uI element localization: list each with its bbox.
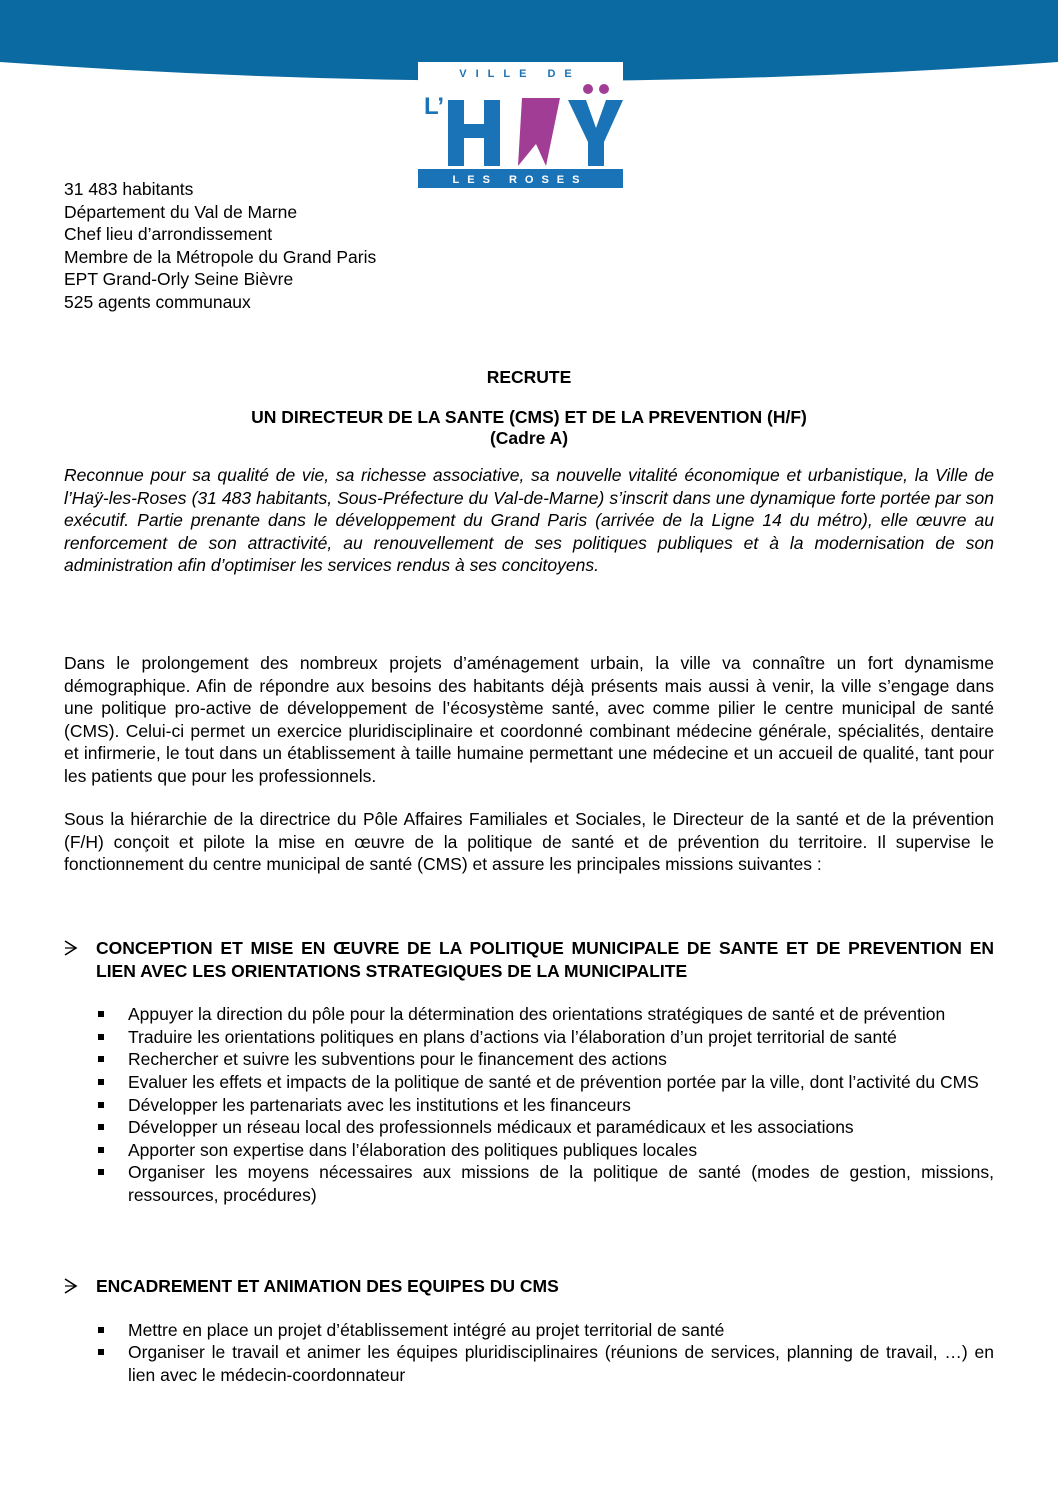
town-info: [64, 178, 376, 313]
section-title: CONCEPTION ET MISE EN ŒUVRE DE LA POLITIQUE MUNICIPALE DE SANTE ET DE PREVENTION EN LIEN AVEC LES ORIENTATIONS STRATEGIQUES DE LA MUNICIPALITE: [96, 938, 994, 981]
square-bullet-icon: [98, 1102, 104, 1108]
square-bullet-icon: [98, 1327, 104, 1333]
context-paragraph: Dans le prolongement des nombreux projets d’aménagement urbain, la ville va connaître un fort dynamisme démographique. Afin de répondre aux besoins des habitants déjà présents mais aussi à venir, la ville s’engage dans une politique pro-active de développement de l’écosystème santé, avec comme pilier le centre municipal de santé (CMS). Celui-ci permet un exercice pluridisciplinaire et coordonné combinant médecine générale, spécialités, dentaire et infirmerie, le tout dans un établissement à taille humaine permettant une médecine et un accueil de qualité, tant pour les patients que pour les professionnels.: [64, 653, 994, 786]
square-bullet-icon: [98, 1169, 104, 1175]
info-line: Membre de la Métropole du Grand Paris: [64, 246, 377, 267]
list-item: Appuyer la direction du pôle pour la détermination des orientations stratégiques de santé et de prévention: [64, 1003, 994, 1026]
list-item: Mettre en place un projet d’établissement intégré au projet territorial de santé: [64, 1319, 994, 1342]
job-grade: (Cadre A): [489, 428, 569, 448]
arrow-bullet-icon: [64, 940, 78, 956]
square-bullet-icon: [98, 1034, 104, 1040]
info-line: EPT Grand-Orly Seine Bièvre: [64, 269, 294, 289]
list-item: Evaluer les effets et impacts de la politique de santé et de prévention portée par la ville, dont l’activité du CMS: [64, 1071, 994, 1094]
list-item: Apporter son expertise dans l’élaboration des politiques publiques locales: [64, 1139, 994, 1162]
section-title: ENCADREMENT ET ANIMATION DES EQUIPES DU CMS: [96, 1276, 559, 1296]
logo-top-text: VILLE DE: [459, 68, 581, 80]
info-line: 31 483 habitants: [64, 179, 194, 199]
city-logo: [418, 62, 623, 188]
recrute-heading: RECRUTE: [486, 367, 572, 387]
info-line: Département du Val de Marne: [64, 201, 298, 222]
logo-bottom-text: LES ROSES: [452, 174, 588, 186]
square-bullet-icon: [98, 1349, 104, 1355]
intro-paragraph: Reconnue pour sa qualité de vie, sa richesse associative, sa nouvelle vitalité économique et urbanistique, la Ville de l’Haÿ-les-Roses (31 483 habitants, Sous-Préfecture du Val-de-Marne) s’inscrit dans une dynamique forte portée par son exécutif. Partie prenante dans le développement du Grand Paris (arrivée de la Ligne 14 du métro), elle œuvre au renforcement de son attractivité, au renouvellement de ses politiques publiques et à la modernisation de son administration afin d’optimiser les services rendus à ses concitoyens.: [64, 465, 994, 576]
list-item: Rechercher et suivre les subventions pour le financement des actions: [64, 1048, 994, 1071]
section-list: [64, 1319, 994, 1387]
list-item: Organiser le travail et animer les équipes pluridisciplinaires (réunions de services, planning de travail, …) en lien avec le médecin-coordonnateur: [64, 1341, 994, 1386]
list-item: Organiser les moyens nécessaires aux missions de la politique de santé (modes de gestion, missions, ressources, procédures): [64, 1161, 994, 1206]
info-line: Chef lieu d’arrondissement: [64, 224, 273, 244]
section-conception: [64, 937, 994, 1207]
section-list: [64, 1003, 994, 1206]
arrow-bullet-icon: [64, 1278, 78, 1294]
hierarchy-paragraph: Sous la hiérarchie de la directrice du Pôle Affaires Familiales et Sociales, le Directeur de la santé et de la prévention (F/H) conçoit et pilote la mise en œuvre de la politique de santé et de prévention du territoire. Il supervise le fonctionnement du centre municipal de santé (CMS) et assure les principales missions suivantes :: [64, 809, 994, 875]
job-title: UN DIRECTEUR DE LA SANTE (CMS) ET DE LA PREVENTION (H/F): [251, 407, 807, 427]
square-bullet-icon: [98, 1147, 104, 1153]
list-item: Développer les partenariats avec les institutions et les financeurs: [64, 1094, 994, 1117]
logo-apostrophe-text: L’: [424, 93, 445, 120]
section-heading: [64, 937, 994, 982]
list-item: Développer un réseau local des professionnels médicaux et paramédicaux et les associations: [64, 1116, 994, 1139]
square-bullet-icon: [98, 1079, 104, 1085]
square-bullet-icon: [98, 1056, 104, 1062]
square-bullet-icon: [98, 1124, 104, 1130]
list-item: Traduire les orientations politiques en plans d’actions via l’élaboration d’un projet territorial de santé: [64, 1026, 994, 1049]
section-encadrement: [64, 1275, 994, 1386]
square-bullet-icon: [98, 1011, 104, 1017]
section-heading: [64, 1275, 994, 1298]
info-line: 525 agents communaux: [64, 291, 251, 312]
